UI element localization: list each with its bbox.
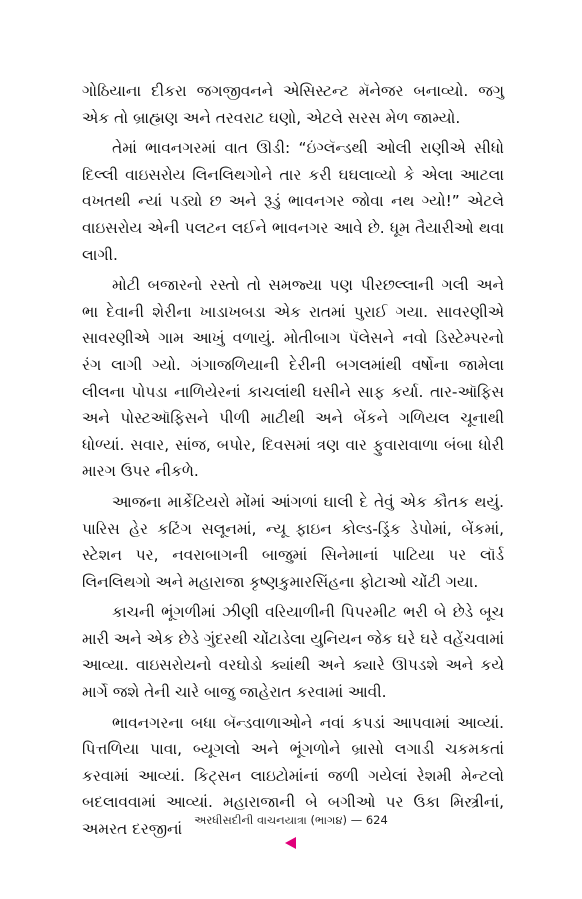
paragraph: મોટી બજારનો રસ્તો તો સમજ્યા પણ પીરછલ્લાની ગલી અને ભા દેવાની શેરીના ખાડાખબડા એક રાતમાં પુરાઈ ગયા. સાવરણીએ સાવરણીએ ગામ આખું વળાયું. મોતીબાગ પૅલેસને નવો ડિસ્ટેમ્પરનો રંગ લાગી ગ્યો. ગંગાજળિયાની દેરીની બગલમાંથી વર્ષોના જામેલા લીલના પોપડા નાળિયેરનાં કાચલાંથી ઘસીને સાફ કર્યા. તાર-ઑફિસ અને પોસ્ટઑફિસને પીળી માટીથી અને બેંકને ગળિયલ ચૂનાથી ધોળ્યાં. સવાર, સાંજ, બપોર, દિવસમાં ત્રણ વાર ફુવારાવાળા બંબા ધોરી મારગ ઉપર નીકળે.	[82, 276, 504, 481]
previous-page-icon[interactable]	[285, 837, 296, 849]
paragraph: આજના માર્કેટિયરો મોંમાં આંગળાં ઘાલી દે તેવું એક કૌતક થયું. પારિસ હેર કટિંગ સલૂનમાં, ન્યૂ ફાઇન કોલ્ડ-ડ્રિંક ડેપોમાં, બેંકમાં, સ્ટેશન પર, નવરાબાગની બાજુમાં સિનેમાનાં પાટિયા પર લૉર્ડ લિનલિથગો અને મહારાજા કૃષ્ણકુમારસિંહના ફોટાઓ ચોંટી ગયા.	[82, 492, 504, 591]
page-footer: અરધીસદીની વાચનયાત્રા (ભાગ૪) — 624	[194, 813, 388, 827]
paragraph: ભાવનગરના બધા બૅન્ડવાળાઓને નવાં કપડાં આપવામાં આવ્યાં. પિત્તળિયા પાવા, બ્યૂગલો અને ભૂંગળોને બ્રાસો લગાડી ચકમકતાં કરવામાં આવ્યાં. કિટ્સન લાઇટોમાંનાં જળી ગયેલાં રેશમી મેન્ટલો બદલાવવામાં આવ્યાં. મહારાજાની બે બગીઓ પર ઉકા મિસ્ત્રીનાં, અમરત દરજીનાં	[82, 713, 504, 839]
body-text	[82, 78, 504, 847]
paragraph: તેમાં ભાવનગરમાં વાત ઊડી: “ઇંગ્લૅન્ડથી ઓલી રાણીએ સીધો દિલ્લી વાઇસરોય લિનલિથગોને તાર કરી ઘઘલાવ્યો કે એલા આટલા વખતથી ન્યાં પડ્યો છ અને રૂડું ભાવનગર જોવા નથ ગ્યો!” એટલે વાઇસરોય એની પલટન લઈને ભાવનગર આવે છે. ધૂમ તૈયારીઓ થવા લાગી.	[82, 139, 504, 264]
paragraph-continued: ગોઠિયાના દીકરા જગજીવનને એસિસ્ટન્ટ મૅનેજર બનાવ્યો. જગુ એક તો બ્રાહ્મણ અને તરવરાટ ઘણો, એટલે સરસ મેળ જામ્યો.	[82, 82, 504, 127]
paragraph: કાચની ભૂંગળીમાં ઝીણી વરિયાળીની પિપરમીટ ભરી બે છેડે બૂચ મારી અને એક છેડે ગુંદરથી ચોંટાડેલા યુનિયન જેક ઘરે ઘરે વહેંચવામાં આવ્યા. વાઇસરોયનો વરઘોડો ક્યાંથી અને ક્યારે ઊપડશે અને કયે માર્ગે જશે તેની ચારે બાજુ જાહેરાત કરવામાં આવી.	[82, 603, 504, 702]
